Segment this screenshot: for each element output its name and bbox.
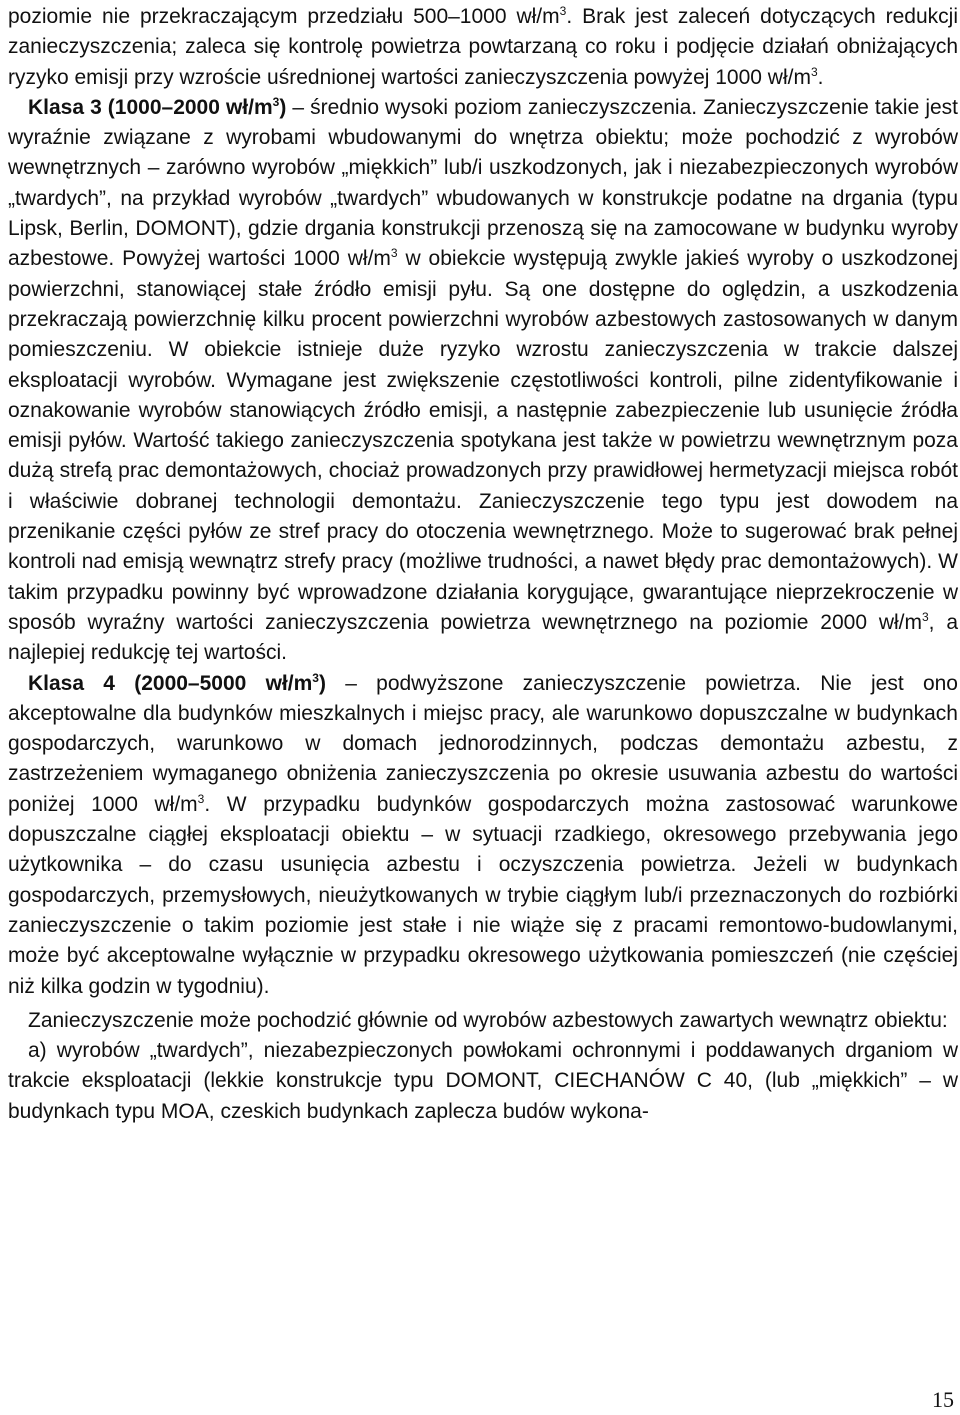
paragraph-sources: Zanieczyszczenie może pochodzić głównie od wyrobów azbestowych zawartych wewnątrz obiektu:	[28, 1008, 948, 1032]
klasa-4-heading-close: )	[318, 671, 326, 695]
superscript: 3	[197, 791, 205, 806]
klasa-4-text-1: – podwyższone zanieczyszczenie powietrza. Nie jest ono akceptowalne dla budynków mieszkalnych i miejsc pracy, ale warunkowo dopuszczalne w budynkach gospodarczych, warunkowo w domach jednorodzinnych, podczas demontażu azbestu, z zastrzeżeniem wymaganego obniżenia zanieczyszczenia po okresie usuwania azbestu do wartości poniżej 1000 wł/m	[8, 671, 958, 816]
paragraph-klasa-4	[8, 669, 958, 1002]
klasa-4-text-2: . W przypadku budynków gospodarczych można zastosować warunkowe dopuszczalne ciągłej eksploatacji obiektu – w sytuacji rzadkiego, okresowego przebywania jego użytkownika – do czasu usunięcia azbestu i oczyszczenia powietrza. Jeżeli w budynkach gospodarczych, przemysłowych, nieużytkowanych w trybie ciągłym lub/i przeznaczonych do rozbiórki zanieczyszczenie o takim poziomie jest stałe i nie wiąże się z pracami remontowo-budowlanymi, może być akceptowalne wyłącznie w przypadku okresowego użytkowania pomieszczeń (nie częściej niż kilka godzin w tygodniu).	[8, 792, 959, 998]
klasa-4-heading	[28, 672, 326, 695]
superscript: 3	[312, 670, 319, 685]
klasa-3-heading	[28, 96, 286, 119]
paragraph-intro	[8, 2, 958, 93]
paragraph-intro-text-1: poziomie nie przekraczającym przedziału 500–1000 wł/m	[8, 5, 560, 28]
list-item-a: a) wyrobów „twardych”, niezabezpieczonych powłokami ochronnymi i poddawanych drganiom w trakcie eksploatacji (lekkie konstrukcje typu DOMONT, CIECHANÓW C 40, (lub „miękkich” – w budynkach typu MOA, czeskich budynkach zaplecza budów wykona-	[8, 1039, 958, 1123]
paragraph-klasa-3	[8, 93, 958, 669]
klasa-3-heading-close: )	[279, 95, 287, 119]
superscript: 3	[390, 246, 398, 261]
klasa-3-text-2: w obiekcie występują zwykle jakieś wyroby o uszkodzonej powierzchni, stanowiącej stałe źródło emisji pyłu. Są one dostępne do oględzin, a uszkodzenia przekraczają powierzchnię kilku procent powierzchni wyrobów azbestowych zastosowanych w danym pomieszczeniu. W obiekcie istnieje duże ryzyko wzrostu zanieczyszczenia w trakcie dalszej eksploatacji wyrobów. Wymagane jest zwiększenie częstotliwości kontroli, pilne zidentyfikowanie i oznakowanie wyrobów stanowiących źródło emisji, a następnie zabezpieczenie lub usunięcie źródła emisji pyłów. Wartość takiego zanieczyszczenia spotykana jest także w powietrzu wewnętrznym poza dużą strefą prac demontażowych, chociaż prowadzonych przy prawidłowej hermetyzacji miejsca robót i właściwie dobranej technologii demontażu. Zanieczyszczenie tego typu jest dowodem na przenikanie części pyłów ze stref pracy do otoczenia wewnętrznego. Może to sugerować brak pełnej kontroli nad emisją wewnątrz strefy pracy (możliwe trudności, a nawet błędy prac demontażowych). W takim przypadku powinny być wprowadzone działania korygujące, gwarantujące nieprzekroczenie w sposób wyraźny wartości zanieczyszczenia powietrza wewnętrznego na poziomie 2000 wł/m	[8, 247, 958, 634]
page-number: 15	[932, 1387, 954, 1412]
superscript: 3	[810, 64, 818, 79]
superscript: 3	[272, 94, 280, 109]
klasa-3-text-1: – średnio wysoki poziom zanieczyszczenia. Zanieczyszczenie takie jest wyraźnie związane z wyrobami wbudowanymi do wnętrza obiektu; może pochodzić z wyrobów wewnętrznych – zarówno wyrobów „miękkich” lub/i uszkodzonych, jak i niezabezpieczonych wyrobów „twardych”, na przykład wyrobów „twardych” wbudowanych w konstrukcje podatne na drgania (typu Lipsk, Berlin, DOMONT), gdzie drgania konstrukcji przenoszą się na zamocowane w budynku wyroby azbestowe. Powyżej wartości 1000 wł/m	[8, 95, 958, 271]
superscript: 3	[921, 609, 929, 624]
superscript: 3	[559, 4, 567, 18]
klasa-3-heading-text: Klasa 3 (1000–2000 wł/m	[28, 95, 273, 119]
paragraph-intro-text-3: .	[817, 65, 824, 89]
klasa-4-heading-text: Klasa 4 (2000–5000 wł/m	[28, 671, 313, 695]
document-page	[8, 2, 958, 1127]
paragraph-intro-text-2: . Brak jest zaleceń dotyczących redukcji zanieczyszczenia; zaleca się kontrolę powietrza powtarzaną co roku i podjęcie działań obniżających ryzyko emisji przy wzroście uśrednionej wartości zanieczyszczenia powyżej 1000 wł/m	[8, 5, 958, 89]
klasa-3-text-3: , a najlepiej redukcję tej wartości.	[8, 610, 958, 665]
